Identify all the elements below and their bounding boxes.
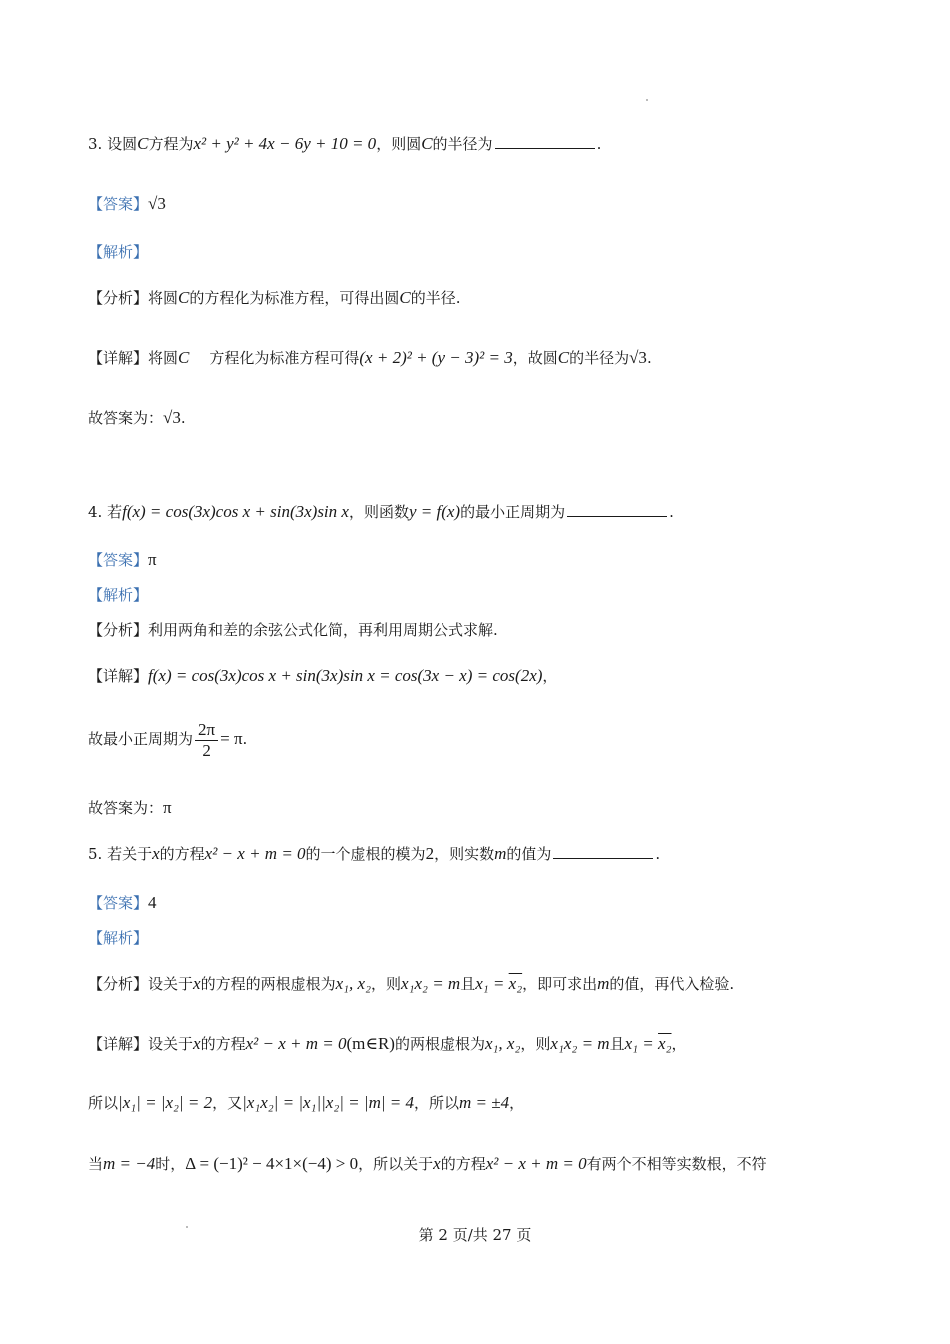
conjugate: x₂ bbox=[508, 974, 523, 993]
page-footer: 第 2 页/共 27 页 bbox=[418, 1226, 532, 1244]
question-5: 5. 若关于x的方程x² − x + m = 0的一个虚根的模为2，则实数m的值为 . bbox=[88, 844, 661, 863]
q4-period: 故最小正周期为 $\frac{2\pi}{2}$ = π. bbox=[88, 719, 248, 760]
q4-derivation: f(x) = cos(3x)cos x + sin(3x)sin x = cos(3x − x) = cos(2x) bbox=[148, 666, 543, 685]
q4-final: 故答案为：π bbox=[88, 798, 172, 817]
q3-jiexi: 【解析】 bbox=[88, 243, 149, 261]
discriminant: Δ = (−1)² − 4×1×(−4) > 0 bbox=[185, 1154, 359, 1173]
question-4: 4. 若f(x) = cos(3x)cos x + sin(3x)sin x，则函数y = f(x)的最小正周期为 . bbox=[88, 502, 674, 521]
speck bbox=[646, 99, 648, 101]
q3-xiangjie: 【详解】将圆C 方程化为标准方程可得(x + 2)² + (y − 3)² = 3，故圆C的半径为√3. bbox=[88, 348, 652, 367]
q5-fenxi: 【分析】设关于x的方程的两根虚根为x₁, x₂，则x₁x₂ = m且x₁ = x₂，即可求出m的值，再代入检验. bbox=[88, 974, 735, 993]
q3-fenxi: 【分析】将圆C的方程化为标准方程，可得出圆C的半径. bbox=[88, 288, 461, 307]
q4-xiangjie: 【详解】f(x) = cos(3x)cos x + sin(3x)sin x = cos(3x − x) = cos(2x)， bbox=[88, 666, 558, 685]
q5-equation: x² − x + m = 0 bbox=[204, 844, 306, 863]
q5-answer: 【答案】4 bbox=[88, 893, 157, 912]
q3-final: 故答案为：√3. bbox=[88, 408, 186, 427]
q5-so: 所以|x₁| = |x₂| = 2，又|x₁x₂| = |x₁||x₂| = |m| = 4，所以m = ±4， bbox=[88, 1093, 525, 1112]
conjugate: x₂ bbox=[658, 1034, 672, 1053]
answer-blank bbox=[553, 844, 653, 859]
q3-answer: 【答案】√3 bbox=[88, 194, 166, 213]
q5-jiexi: 【解析】 bbox=[88, 929, 149, 947]
q5-xiangjie: 【详解】设关于x的方程x² − x + m = 0(m∈R)的两根虚根为x₁, x₂，则x₁x₂ = m且x₁ = x₂， bbox=[88, 1034, 687, 1053]
q4-jiexi: 【解析】 bbox=[88, 586, 149, 604]
q5-when: 当m = −4时，Δ = (−1)² − 4×1×(−4) > 0，所以关于x的方程x² − x + m = 0有两个不相等实数根，不符 bbox=[88, 1154, 767, 1173]
q4-answer: 【答案】π bbox=[88, 550, 157, 569]
answer-blank bbox=[567, 502, 667, 517]
question-3: 3. 设圆C方程为x² + y² + 4x − 6y + 10 = 0，则圆C的半径为 . bbox=[88, 134, 602, 153]
q4-equation: f(x) = cos(3x)cos x + sin(3x)sin x bbox=[122, 502, 349, 521]
answer-blank bbox=[495, 134, 595, 149]
q3-standard-equation: (x + 2)² + (y − 3)² = 3 bbox=[359, 348, 513, 367]
fraction: $\frac{2\pi}{2}$ bbox=[195, 720, 218, 761]
q3-equation: x² + y² + 4x − 6y + 10 = 0 bbox=[193, 134, 377, 153]
q4-fenxi: 【分析】利用两角和差的余弦公式化简，再利用周期公式求解. bbox=[88, 621, 498, 639]
